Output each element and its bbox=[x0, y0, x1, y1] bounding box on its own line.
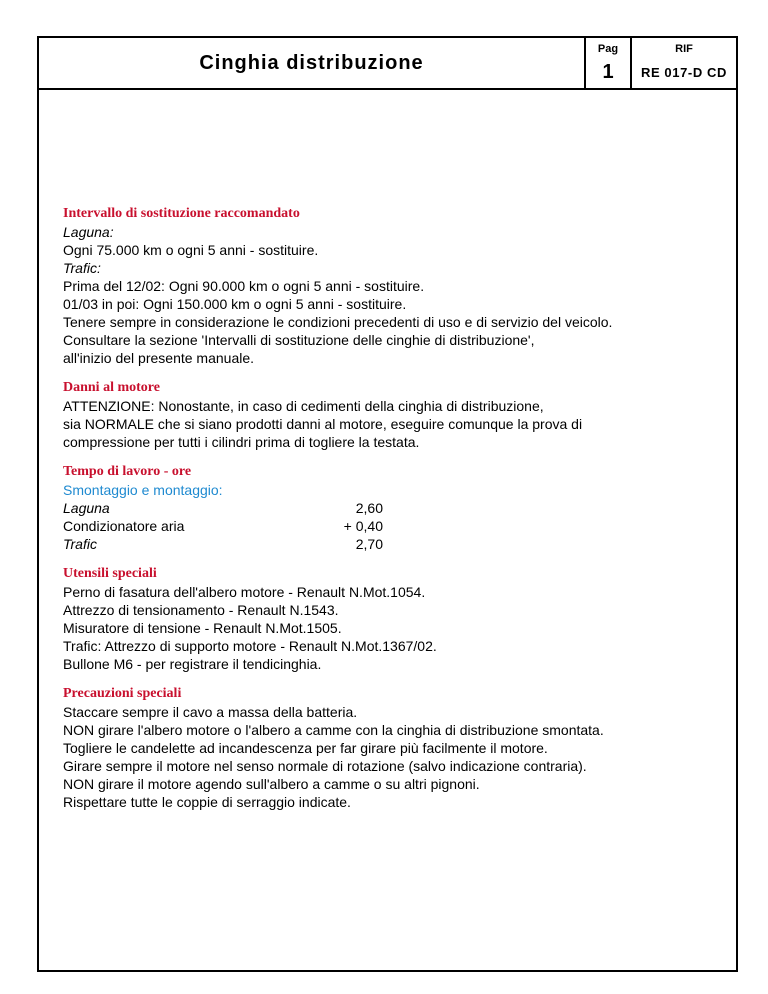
text-line: Ogni 75.000 km o ogni 5 anni - sostituire. bbox=[63, 242, 319, 258]
section-title: Utensili speciali bbox=[63, 566, 157, 581]
text-line: Consultare la sezione 'Intervalli di sostituzione delle cinghie di distribuzione', bbox=[63, 332, 535, 348]
precaution-item: NON girare il motore agendo sull'albero a camme o su altri pignoni. bbox=[63, 776, 480, 792]
page-number: 1 bbox=[602, 61, 614, 83]
section-danni bbox=[63, 379, 713, 451]
text-line: ATTENZIONE: Nonostante, in caso di cedimenti della cinghia di distribuzione, bbox=[63, 398, 544, 414]
time-label: Condizionatore aria bbox=[63, 518, 185, 534]
section-subtitle: Smontaggio e montaggio: bbox=[63, 482, 223, 498]
section-tempo bbox=[63, 463, 713, 553]
tool-item: Perno di fasatura dell'albero motore - Renault N.Mot.1054. bbox=[63, 584, 426, 600]
time-value: + 0,40 bbox=[343, 518, 383, 534]
reference-code: RE 017-D CD bbox=[640, 65, 728, 80]
precaution-item: NON girare l'albero motore o l'albero a camme con la cinghia di distribuzione smontata. bbox=[63, 722, 604, 738]
precaution-item: Togliere le candelette ad incandescenza per far girare più facilmente il motore. bbox=[63, 740, 548, 756]
section-precauzioni bbox=[63, 685, 713, 811]
precaution-item: Rispettare tutte le coppie di serraggio indicate. bbox=[63, 794, 351, 810]
text-line: Tenere sempre in considerazione le condizioni precedenti di uso e di servizio del veicolo. bbox=[63, 314, 613, 330]
section-title: Intervallo di sostituzione raccomandato bbox=[63, 206, 300, 221]
tool-item: Trafic: Attrezzo di supporto motore - Renault N.Mot.1367/02. bbox=[63, 638, 437, 654]
document-body bbox=[63, 205, 713, 823]
text-line: 01/03 in poi: Ogni 150.000 km o ogni 5 anni - sostituire. bbox=[63, 296, 407, 312]
time-row bbox=[63, 517, 713, 535]
tool-item: Bullone M6 - per registrare il tendicinghia. bbox=[63, 656, 322, 672]
vehicle-label: Trafic: bbox=[63, 260, 101, 276]
section-title: Precauzioni speciali bbox=[63, 686, 182, 701]
section-intervallo bbox=[63, 205, 713, 367]
time-row bbox=[63, 499, 713, 517]
text-line: Prima del 12/02: Ogni 90.000 km o ogni 5 anni - sostituire. bbox=[63, 278, 425, 294]
pag-label: Pag bbox=[597, 43, 619, 55]
time-value: 2,70 bbox=[355, 536, 383, 552]
page-header bbox=[39, 38, 736, 90]
rif-label: RIF bbox=[675, 43, 693, 55]
text-line: compressione per tutti i cilindri prima di togliere la testata. bbox=[63, 434, 420, 450]
vehicle-label: Laguna: bbox=[63, 224, 114, 240]
precaution-item: Staccare sempre il cavo a massa della batteria. bbox=[63, 704, 358, 720]
section-utensili bbox=[63, 565, 713, 673]
section-title: Danni al motore bbox=[63, 380, 160, 395]
time-label: Laguna bbox=[63, 500, 110, 516]
precaution-item: Girare sempre il motore nel senso normale di rotazione (salvo indicazione contraria). bbox=[63, 758, 587, 774]
time-row bbox=[63, 535, 713, 553]
text-line: all'inizio del presente manuale. bbox=[63, 350, 255, 366]
text-line: sia NORMALE che si siano prodotti danni al motore, eseguire comunque la prova di bbox=[63, 416, 583, 432]
tool-item: Misuratore di tensione - Renault N.Mot.1505. bbox=[63, 620, 342, 636]
time-value: 2,60 bbox=[355, 500, 383, 516]
page-title: Cinghia distribuzione bbox=[199, 51, 424, 74]
tool-item: Attrezzo di tensionamento - Renault N.1543. bbox=[63, 602, 339, 618]
time-label: Trafic bbox=[63, 536, 97, 552]
section-title: Tempo di lavoro - ore bbox=[63, 464, 192, 479]
